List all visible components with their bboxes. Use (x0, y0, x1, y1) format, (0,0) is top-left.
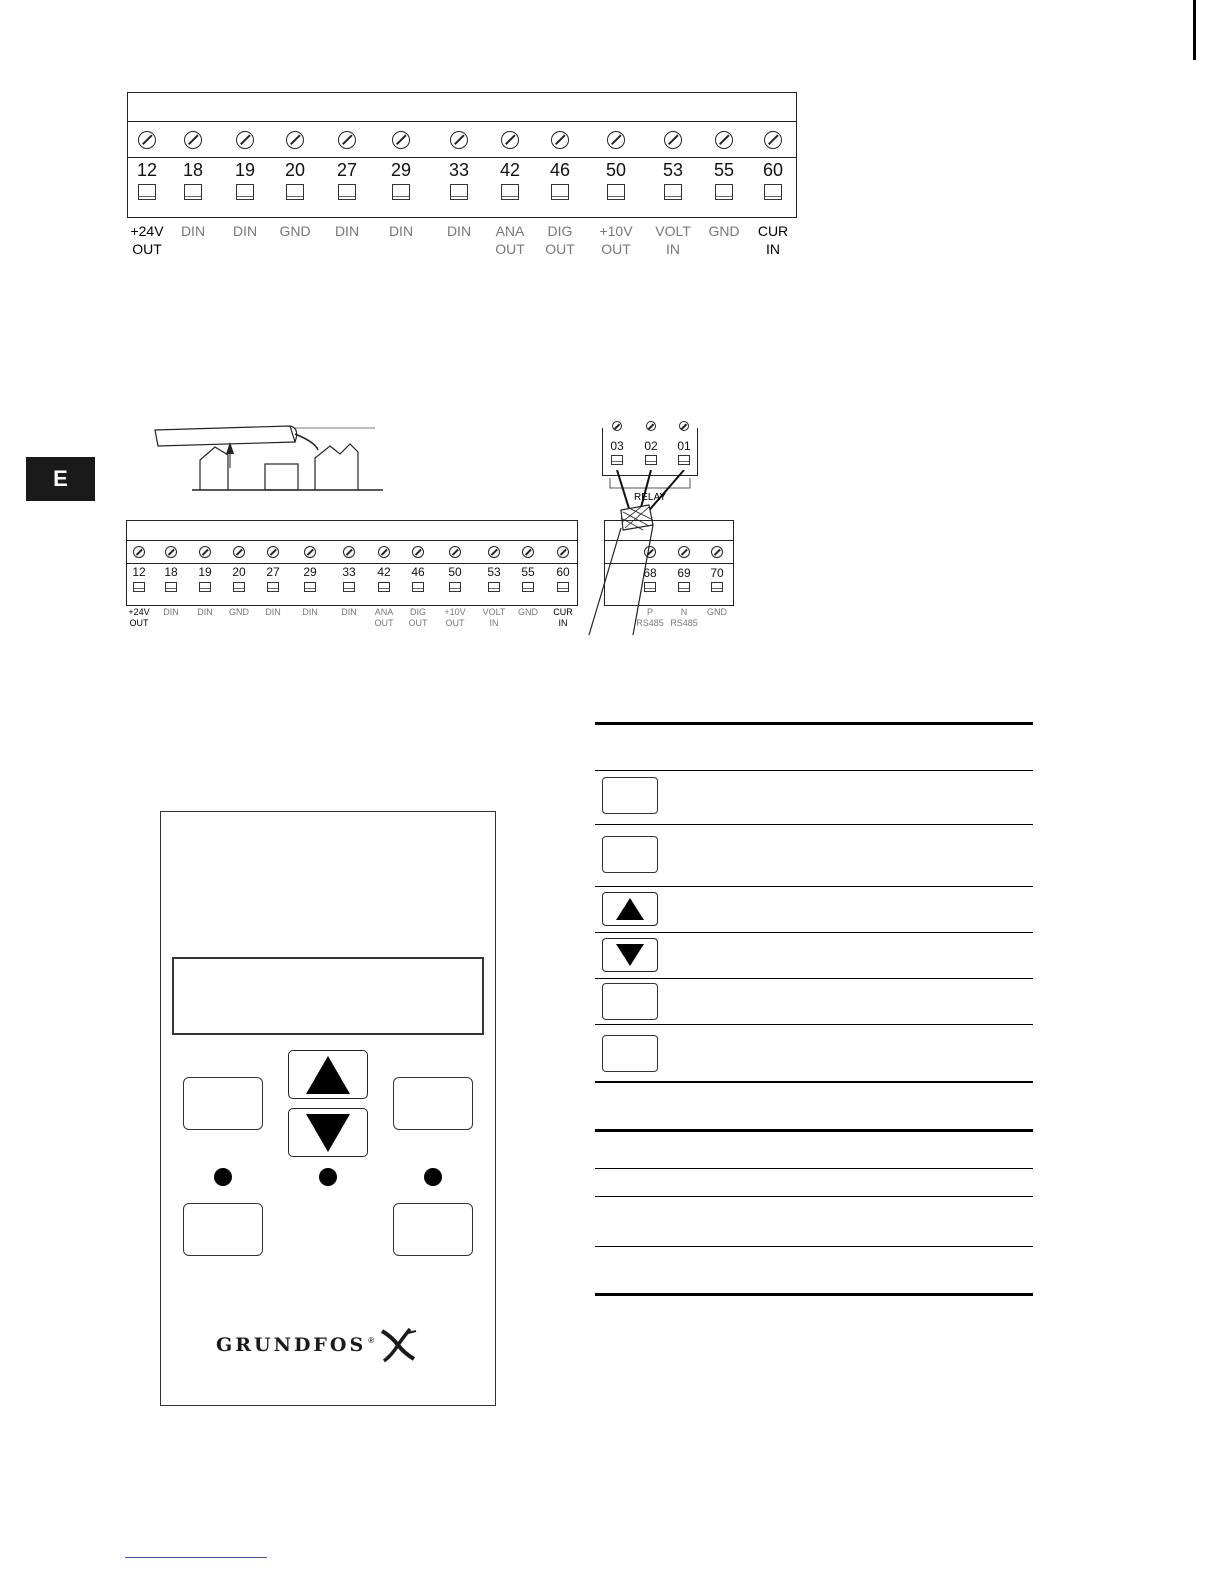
screw-icon (488, 546, 500, 558)
screw-icon (607, 131, 625, 149)
screw-icon (450, 131, 468, 149)
footer-link-rule (125, 1557, 267, 1558)
terminal-socket (233, 582, 245, 592)
screw-icon (644, 546, 656, 558)
panel-button-top-right[interactable] (393, 1077, 473, 1130)
terminal-number: 27 (266, 565, 280, 579)
screw-icon (338, 131, 356, 149)
terminal-socket (551, 184, 569, 200)
down-arrow-icon (616, 944, 644, 966)
terminal-socket (392, 184, 410, 200)
terminal-socket (522, 582, 534, 592)
terminal-socket (664, 184, 682, 200)
terminal-number: 42 (499, 160, 521, 180)
terminal-socket (412, 582, 424, 592)
terminal-number: 27 (336, 160, 358, 180)
screw-icon (551, 131, 569, 149)
table-top-rule (595, 722, 1033, 725)
screw-icon (679, 421, 689, 431)
terminal-number: 53 (662, 160, 684, 180)
terminal-label: VOLT IN (655, 223, 691, 257)
cable-connection-diagram (150, 420, 390, 492)
screw-icon (165, 546, 177, 558)
terminal-number: 53 (487, 565, 501, 579)
relay-terminal-number: 03 (610, 439, 624, 453)
down-arrow-icon (306, 1114, 350, 1152)
terminal-number: 20 (284, 160, 306, 180)
terminal-label: +24V OUT (130, 223, 164, 257)
screw-icon (343, 546, 355, 558)
relay-terminal-socket (678, 455, 690, 465)
grundfos-x-logo-icon (378, 1327, 418, 1363)
terminal-socket (338, 184, 356, 200)
language-tab-label: E (53, 466, 68, 491)
key-blank-2 (602, 836, 658, 873)
screw-icon (678, 546, 690, 558)
terminal-number: 20 (232, 565, 246, 579)
screw-icon (378, 546, 390, 558)
terminal-socket (184, 184, 202, 200)
terminal-number: 69 (677, 566, 691, 580)
screw-icon (138, 131, 156, 149)
table-row-rule (595, 932, 1033, 933)
terminal-number: 29 (390, 160, 412, 180)
key-blank-1 (602, 777, 658, 814)
terminal-label: GND (518, 607, 538, 617)
terminal-label: GND (707, 607, 727, 617)
terminal-socket (236, 184, 254, 200)
terminal-socket (607, 184, 625, 200)
screw-icon (449, 546, 461, 558)
table2-top-rule (595, 1129, 1033, 1132)
terminal-label: ANA OUT (495, 223, 525, 257)
screw-icon (412, 546, 424, 558)
panel-down-button[interactable] (288, 1108, 368, 1157)
terminal-number: 33 (342, 565, 356, 579)
terminal-number: 68 (643, 566, 657, 580)
indicator-led-right (424, 1168, 442, 1186)
up-arrow-icon (616, 898, 644, 920)
indicator-led-left (214, 1168, 232, 1186)
terminal-number: 19 (234, 160, 256, 180)
terminal-label: DIN (302, 607, 318, 617)
table2-row-rule (595, 1168, 1033, 1169)
terminal-label: CUR IN (757, 223, 789, 257)
terminal-label: ANA OUT (374, 607, 394, 629)
terminal-label: DIN (163, 607, 179, 617)
terminal-label: N RS485 (670, 607, 698, 629)
table-row-rule (595, 886, 1033, 887)
terminal-number: 18 (182, 160, 204, 180)
screw-icon (664, 131, 682, 149)
relay-terminal-number: 02 (644, 439, 658, 453)
terminal-number: 60 (762, 160, 784, 180)
language-tab (26, 457, 95, 501)
terminal-socket (450, 184, 468, 200)
terminal-socket (199, 582, 211, 592)
terminal-number: 50 (448, 565, 462, 579)
terminal-number: 33 (448, 160, 470, 180)
screw-icon (764, 131, 782, 149)
screw-icon (646, 421, 656, 431)
terminal-socket (764, 184, 782, 200)
terminal-socket (501, 184, 519, 200)
terminal-label: GND (279, 223, 311, 239)
terminal-number: 55 (521, 565, 535, 579)
screw-icon (392, 131, 410, 149)
terminal-label: DIN (180, 223, 206, 239)
terminal-label: DIN (232, 223, 258, 239)
terminal-number: 50 (605, 160, 627, 180)
screw-icon (184, 131, 202, 149)
panel-button-bottom-right[interactable] (393, 1203, 473, 1256)
table2-row-rule (595, 1246, 1033, 1247)
terminal-label: DIN (197, 607, 213, 617)
terminal-number: 18 (164, 565, 178, 579)
terminal-label: DIN (265, 607, 281, 617)
terminal-number: 55 (713, 160, 735, 180)
terminal-socket (286, 184, 304, 200)
terminal-number: 19 (198, 565, 212, 579)
logo-text: GRUNDFOS (216, 1334, 367, 1356)
terminal-number: 12 (132, 565, 146, 579)
terminal-label: GND (229, 607, 249, 617)
panel-button-bottom-left[interactable] (183, 1203, 263, 1256)
terminal-label: DIN (388, 223, 414, 239)
terminal-label: +24V OUT (128, 607, 150, 629)
terminal-label: GND (708, 223, 740, 239)
terminal-socket (678, 582, 690, 592)
terminal-number: 60 (556, 565, 570, 579)
terminal-label: VOLT IN (482, 607, 506, 629)
terminal-label: +10V OUT (599, 223, 633, 257)
relay-label: RELAY (634, 492, 667, 503)
key-blank-3 (602, 983, 658, 1020)
terminal-label: P RS485 (636, 607, 664, 629)
panel-button-top-left[interactable] (183, 1077, 263, 1130)
terminal-socket (133, 582, 145, 592)
table2-row-rule (595, 1196, 1033, 1197)
key-blank-4 (602, 1035, 658, 1072)
terminal-label: DIN (341, 607, 357, 617)
screw-icon (711, 546, 723, 558)
table-row-rule (595, 1024, 1033, 1025)
terminal-socket (644, 582, 656, 592)
terminal-socket (378, 582, 390, 592)
up-arrow-icon (306, 1056, 350, 1094)
table-row-rule (595, 824, 1033, 825)
screw-icon (557, 546, 569, 558)
screw-icon (501, 131, 519, 149)
grundfos-logo (216, 1327, 442, 1363)
screw-icon (199, 546, 211, 558)
terminal-socket (557, 582, 569, 592)
screw-icon (267, 546, 279, 558)
terminal-socket (343, 582, 355, 592)
relay-terminal-socket (611, 455, 623, 465)
terminal-socket (715, 184, 733, 200)
terminal-number: 46 (549, 160, 571, 180)
indicator-led-center (319, 1168, 337, 1186)
panel-display (172, 957, 484, 1035)
page-edge-rule (1193, 0, 1196, 60)
relay-terminal-socket (645, 455, 657, 465)
screw-icon (233, 546, 245, 558)
screw-icon (286, 131, 304, 149)
terminal-strip-secondary (126, 520, 578, 606)
table-row-rule (595, 770, 1033, 771)
terminal-number: 29 (303, 565, 317, 579)
screw-icon (522, 546, 534, 558)
terminal-number: 46 (411, 565, 425, 579)
terminal-socket (165, 582, 177, 592)
screw-icon (612, 421, 622, 431)
screw-icon (715, 131, 733, 149)
terminal-socket (267, 582, 279, 592)
relay-terminal-number: 01 (677, 439, 691, 453)
terminal-number: 12 (136, 160, 158, 180)
terminal-socket (449, 582, 461, 592)
key-up (602, 892, 658, 926)
terminal-label: DIG OUT (545, 223, 575, 257)
terminal-socket (488, 582, 500, 592)
terminal-socket (304, 582, 316, 592)
terminal-number: 70 (710, 566, 724, 580)
table2-bottom-rule (595, 1293, 1033, 1296)
screw-icon (304, 546, 316, 558)
terminal-socket (711, 582, 723, 592)
table-row-rule (595, 978, 1033, 979)
logo-reg-mark: ® (368, 1335, 375, 1345)
terminal-socket (138, 184, 156, 200)
terminal-label: CUR IN (553, 607, 573, 629)
panel-up-button[interactable] (288, 1050, 368, 1099)
screw-icon (133, 546, 145, 558)
terminal-label: DIG OUT (408, 607, 428, 629)
table-bottom-rule (595, 1081, 1033, 1083)
terminal-label: DIN (334, 223, 360, 239)
terminal-label: DIN (446, 223, 472, 239)
terminal-number: 42 (377, 565, 391, 579)
terminal-label: +10V OUT (444, 607, 466, 629)
screw-icon (236, 131, 254, 149)
terminal-strip-rs485 (604, 520, 734, 606)
key-down (602, 938, 658, 972)
